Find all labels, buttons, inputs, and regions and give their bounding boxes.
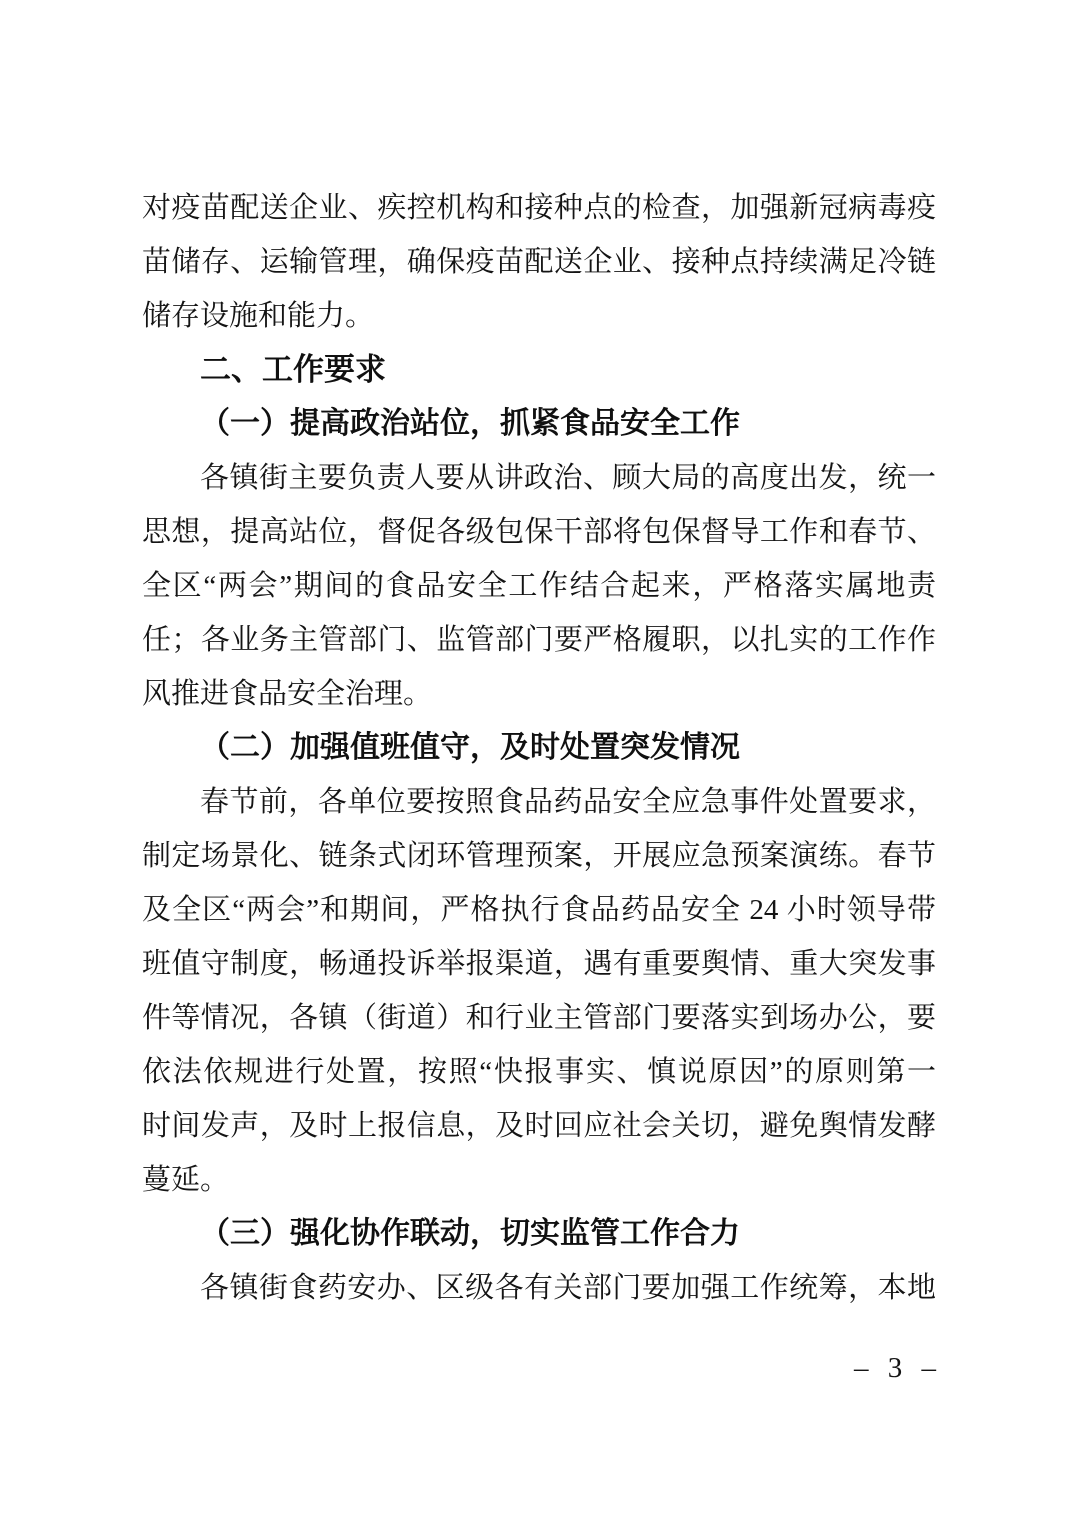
heading-subsection-2	[142, 721, 936, 775]
document-body	[142, 181, 936, 1315]
heading-section-2-work-requirements	[142, 343, 936, 397]
text-line: 件等情况，各镇（街道）和行业主管部门要落实到场办公，要	[142, 1002, 936, 1034]
text-line: 全区“两会”期间的食品安全工作结合起来，严格落实属地责	[142, 570, 936, 602]
paragraph-continuation-vaccine-cold-chain	[142, 181, 936, 343]
text-line: 班值守制度，畅通投诉举报渠道，遇有重要舆情、重大突发事	[142, 948, 936, 980]
text-line: 思想，提高站位，督促各级包保干部将包保督导工作和春节、	[142, 516, 936, 548]
heading-subsection-1	[142, 397, 936, 451]
text-line: 时间发声，及时上报信息，及时回应社会关切，避免舆情发酵	[142, 1110, 936, 1142]
text-line: 苗储存、运输管理，确保疫苗配送企业、接种点持续满足冷链	[142, 246, 936, 278]
section-heading: （一）提高政治站位，抓紧食品安全工作	[200, 407, 740, 440]
paragraph-subsection-1	[142, 451, 936, 721]
text-line: 风推进食品安全治理。	[142, 678, 433, 710]
text-line: 储存设施和能力。	[142, 300, 375, 332]
text-line: 依法依规进行处置，按照“快报事实、慎说原因”的原则第一	[142, 1056, 936, 1088]
paragraph-subsection-3	[142, 1261, 936, 1315]
text-line: 制定场景化、链条式闭环管理预案，开展应急预案演练。春节	[142, 840, 936, 872]
section-heading: 二、工作要求	[200, 352, 386, 387]
text-line: 各镇街食药安办、区级各有关部门要加强工作统筹，本地	[200, 1272, 936, 1304]
text-line: 及全区“两会”和期间，严格执行食品药品安全 24 小时领导带	[142, 894, 936, 926]
section-heading: （二）加强值班值守，及时处置突发情况	[200, 731, 740, 764]
page-number: – 3 –	[854, 1352, 942, 1384]
text-line: 蔓延。	[142, 1164, 230, 1196]
text-line: 春节前，各单位要按照食品药品安全应急事件处置要求，	[200, 786, 936, 818]
section-heading: （三）强化协作联动，切实监管工作合力	[200, 1217, 740, 1250]
paragraph-subsection-2	[142, 775, 936, 1207]
heading-subsection-3	[142, 1207, 936, 1261]
text-line: 各镇街主要负责人要从讲政治、顾大局的高度出发，统一	[200, 462, 936, 494]
text-line: 对疫苗配送企业、疾控机构和接种点的检查，加强新冠病毒疫	[142, 192, 936, 224]
text-line: 任；各业务主管部门、监管部门要严格履职，以扎实的工作作	[142, 624, 936, 656]
